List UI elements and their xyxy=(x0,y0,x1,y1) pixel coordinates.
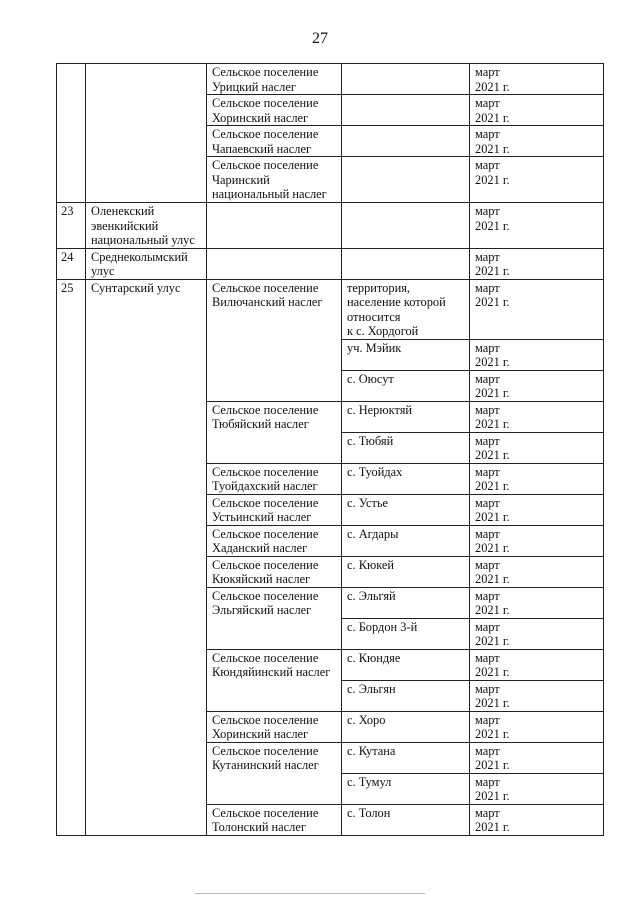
date-cell: март 2021 г. xyxy=(470,742,604,773)
settlement-cell: Сельское поселение Кутанинский наслег xyxy=(207,742,342,804)
settlement-cell: Сельское поселение Кюкяйский наслег xyxy=(207,556,342,587)
date-cell: март 2021 г. xyxy=(470,556,604,587)
date-cell: март 2021 г. xyxy=(470,203,604,249)
locality-cell: с. Эльгяй xyxy=(342,587,470,618)
settlement-cell xyxy=(207,248,342,279)
locality-cell: с. Бордон 3-й xyxy=(342,618,470,649)
settlement-cell: Сельское поселение Хоринский наслег xyxy=(207,95,342,126)
ulus-cell xyxy=(86,64,207,203)
locality-cell: с. Туойдах xyxy=(342,463,470,494)
settlement-cell: Сельское поселение Тюбяйский наслег xyxy=(207,401,342,463)
settlement-cell: Сельское поселение Хоринский наслег xyxy=(207,711,342,742)
locality-cell xyxy=(342,64,470,95)
page-number: 27 xyxy=(312,30,328,47)
locality-cell: с. Тюбяй xyxy=(342,432,470,463)
locality-cell: с. Тумул xyxy=(342,773,470,804)
locality-cell: с. Хоро xyxy=(342,711,470,742)
locality-cell: с. Нерюктяй xyxy=(342,401,470,432)
locality-cell: с. Кутана xyxy=(342,742,470,773)
settlements-table xyxy=(56,63,604,836)
table-row xyxy=(57,279,604,339)
number-cell: 24 xyxy=(57,248,86,279)
locality-cell: уч. Мэйик xyxy=(342,339,470,370)
locality-cell xyxy=(342,248,470,279)
locality-cell: территория, население которой относится к с. Хордогой xyxy=(342,279,470,339)
date-cell: март 2021 г. xyxy=(470,649,604,680)
settlement-cell: Сельское поселение Хаданский наслег xyxy=(207,525,342,556)
date-cell: март 2021 г. xyxy=(470,370,604,401)
date-cell: март 2021 г. xyxy=(470,64,604,95)
date-cell: март 2021 г. xyxy=(470,157,604,203)
number-cell: 25 xyxy=(57,279,86,835)
table-row xyxy=(57,64,604,95)
settlement-cell: Сельское поселение Кюндяйинский наслег xyxy=(207,649,342,711)
date-cell: март 2021 г. xyxy=(470,463,604,494)
settlement-cell: Сельское поселение Вилючанский наслег xyxy=(207,279,342,401)
date-cell: март 2021 г. xyxy=(470,525,604,556)
date-cell: март 2021 г. xyxy=(470,95,604,126)
settlement-cell xyxy=(207,203,342,249)
settlement-cell: Сельское поселение Урицкий наслег xyxy=(207,64,342,95)
table-row xyxy=(57,248,604,279)
locality-cell: с. Агдары xyxy=(342,525,470,556)
settlement-cell: Сельское поселение Эльгяйский наслег xyxy=(207,587,342,649)
locality-cell: с. Устье xyxy=(342,494,470,525)
locality-cell: с. Оюсут xyxy=(342,370,470,401)
table-row xyxy=(57,203,604,249)
ulus-cell: Оленекский эвенкийский национальный улус xyxy=(86,203,207,249)
locality-cell xyxy=(342,203,470,249)
date-cell: март 2021 г. xyxy=(470,339,604,370)
date-cell: март 2021 г. xyxy=(470,248,604,279)
locality-cell: с. Эльгян xyxy=(342,680,470,711)
locality-cell: с. Толон xyxy=(342,804,470,835)
date-cell: март 2021 г. xyxy=(470,432,604,463)
locality-cell: с. Кюндяе xyxy=(342,649,470,680)
date-cell: март 2021 г. xyxy=(470,494,604,525)
locality-cell xyxy=(342,126,470,157)
locality-cell xyxy=(342,95,470,126)
settlement-cell: Сельское поселение Устьинский наслег xyxy=(207,494,342,525)
scan-edge-line xyxy=(195,893,425,894)
settlement-cell: Сельское поселение Туойдахский наслег xyxy=(207,463,342,494)
ulus-cell: Среднеколымский улус xyxy=(86,248,207,279)
date-cell: март 2021 г. xyxy=(470,804,604,835)
date-cell: март 2021 г. xyxy=(470,711,604,742)
date-cell: март 2021 г. xyxy=(470,279,604,339)
locality-cell xyxy=(342,157,470,203)
date-cell: март 2021 г. xyxy=(470,773,604,804)
number-cell: 23 xyxy=(57,203,86,249)
date-cell: март 2021 г. xyxy=(470,401,604,432)
ulus-cell: Сунтарский улус xyxy=(86,279,207,835)
date-cell: март 2021 г. xyxy=(470,126,604,157)
number-cell xyxy=(57,64,86,203)
locality-cell: с. Кюкей xyxy=(342,556,470,587)
settlement-cell: Сельское поселение Чапаевский наслег xyxy=(207,126,342,157)
date-cell: март 2021 г. xyxy=(470,618,604,649)
date-cell: март 2021 г. xyxy=(470,587,604,618)
settlement-cell: Сельское поселение Чаринский национальный наслег xyxy=(207,157,342,203)
settlement-cell: Сельское поселение Толонский наслег xyxy=(207,804,342,835)
date-cell: март 2021 г. xyxy=(470,680,604,711)
